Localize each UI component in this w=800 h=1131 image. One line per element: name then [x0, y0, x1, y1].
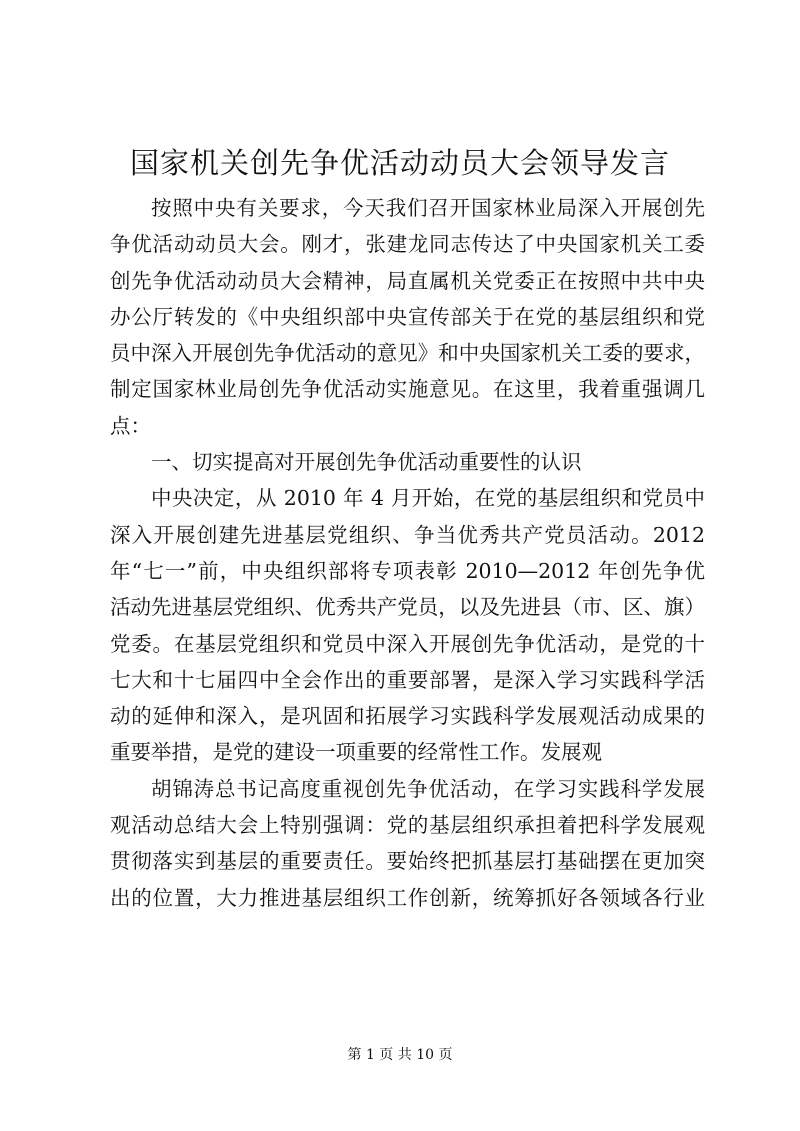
text-line: 创先争优活动动员大会精神，局直属机关党委正在按照中共中央: [110, 268, 705, 293]
text-line: 贯彻落实到基层的重要责任。要始终把抓基层打基础摆在更加突: [110, 849, 705, 874]
document-title: 国家机关创先争优活动动员大会领导发言: [129, 146, 670, 180]
document-body: [110, 190, 705, 916]
text-line: 出的位置，大力推进基层组织工作创新，统筹抓好各领域各行业: [110, 885, 705, 910]
text-line: 观活动总结大会上特别强调：党的基层组织承担着把科学发展观: [110, 813, 705, 838]
text-line: 中央决定，从 2010 年 4 月开始，在党的基层组织和党员中: [151, 486, 705, 511]
text-line: 办公厅转发的《中央组织部中央宣传部关于在党的基层组织和党: [110, 304, 705, 329]
text-line: 点：: [110, 413, 151, 438]
text-line: 争优活动动员大会。刚才，张建龙同志传达了中央国家机关工委: [110, 232, 705, 257]
text-line: 年“七一”前，中央组织部将专项表彰 2010—2012 年创先争优: [110, 558, 705, 583]
text-line: 胡锦涛总书记高度重视创先争优活动，在学习实践科学发展: [151, 776, 705, 801]
text-line: 深入开展创建先进基层党组织、争当优秀共产党员活动。2012: [110, 522, 705, 547]
page-footer: [0, 1045, 800, 1065]
text-line: 七大和十七届四中全会作出的重要部署，是深入学习实践科学活: [110, 667, 705, 692]
text-line: 活动先进基层党组织、优秀共产党员，以及先进县（市、区、旗）: [110, 595, 705, 620]
page-number-label: 第 1 页 共 10 页: [347, 1047, 453, 1063]
text-line: 动的延伸和深入，是巩固和拓展学习实践科学发展观活动成果的: [110, 704, 705, 729]
text-line: 按照中央有关要求，今天我们召开国家林业局深入开展创先: [151, 196, 705, 220]
text-line: 重要举措，是党的建设一项重要的经常性工作。发展观: [110, 740, 602, 765]
section-heading: 一、切实提高对开展创先争优活动重要性的认识: [151, 450, 582, 475]
text-line: 党委。在基层党组织和党员中深入开展创先争优活动，是党的十: [110, 631, 705, 656]
text-line: 制定国家林业局创先争优活动实施意见。在这里，我着重强调几: [110, 377, 705, 402]
text-line: 员中深入开展创先争优活动的意见》和中央国家机关工委的要求，: [110, 341, 705, 366]
